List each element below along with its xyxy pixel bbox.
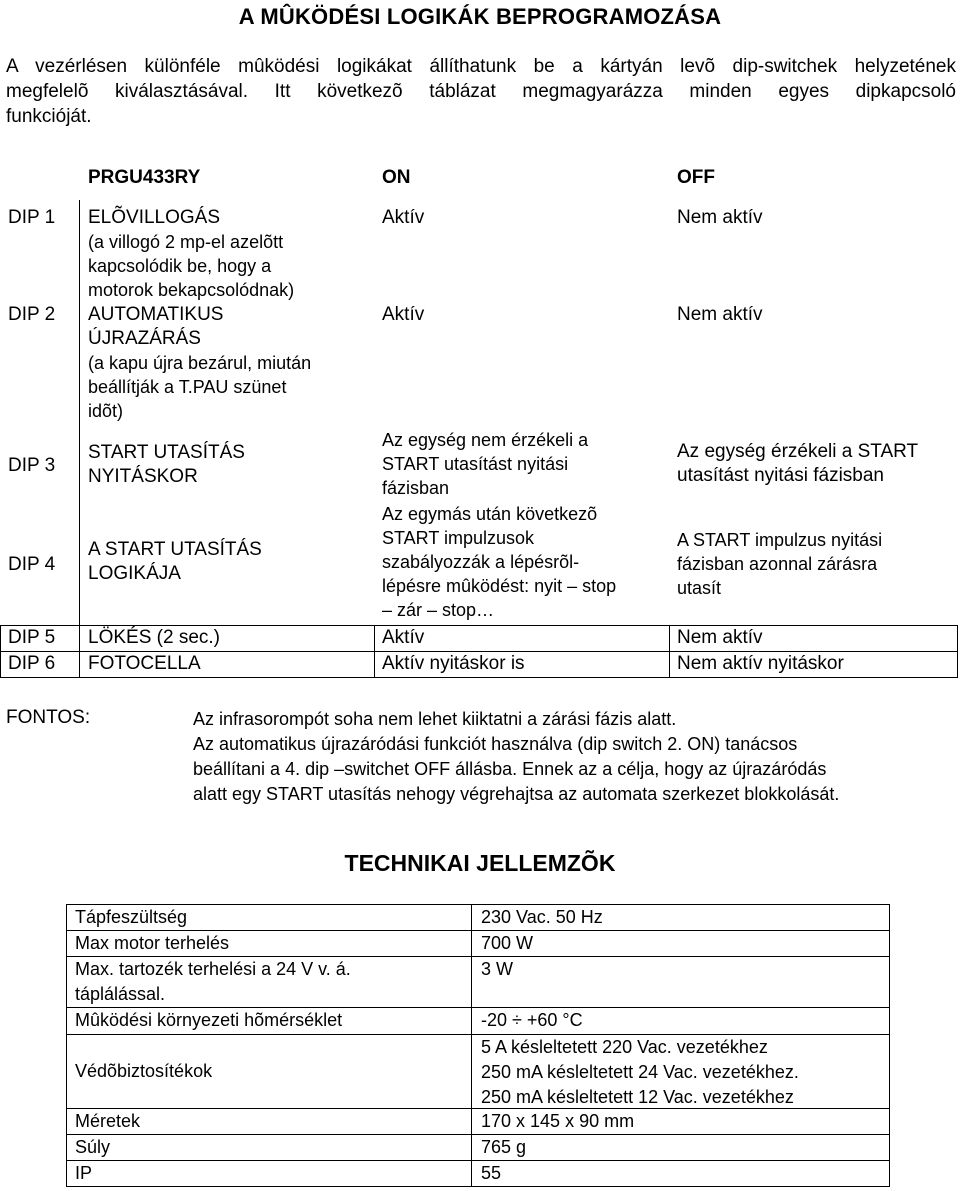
dip-label: DIP 2 [8,304,56,325]
function-line: START UTASÍTÁS [88,442,245,463]
tech-spec-table [66,904,890,1187]
on-line: szabályozzák a lépésrõl- [382,552,580,572]
spec-value: 55 [481,1163,502,1183]
on-line: Az egymás után következõ [382,504,598,524]
note-text [193,707,956,807]
table-border [79,200,80,678]
spec-value: -20 ÷ +60 °C [481,1010,583,1030]
intro-line: megfelelõ kiválasztásával. Itt következõ táblázat megmagyarázza minden egyes dipkapcsoló [6,81,956,102]
off-cell: Nem aktív nyitáskor [677,653,844,674]
function-cell [88,206,294,302]
table-border [957,625,958,678]
function-line: beállítják a T.PAU szünet [88,377,287,397]
function-line: (a kapu újra bezárul, miután [88,353,312,373]
table-border [0,625,1,678]
off-line: Az egység érzékeli a START [677,441,919,462]
off-cell: Nem aktív [677,304,763,325]
on-cell: Aktív nyitáskor is [382,653,525,674]
function-line: motorok bekapcsolódnak) [88,280,295,300]
table-border [0,677,958,678]
table-border [669,625,670,678]
off-line: A START impulzus nyitási [677,530,883,550]
intro-line: funkcióját. [6,106,92,127]
table-border [0,625,958,626]
off-line: utasít [677,578,722,598]
header-model: PRGU433RY [88,167,201,188]
function-line: NYITÁSKOR [88,466,198,487]
table-border [0,651,958,652]
note-label: FONTOS: [6,707,91,728]
table-border [471,1161,472,1186]
function-line: kapcsolódik be, hogy a [88,256,272,276]
intro-line: A vezérlésen különféle mûködési logikákat állíthatunk be a kártyán levõ dip-switchek helyzetének [6,56,956,77]
on-cell [382,502,660,622]
header-off: OFF [677,167,715,188]
table-border [471,1109,472,1134]
spec-label [75,957,351,1007]
header-on: ON [382,167,411,188]
table-border [471,1135,472,1160]
spec-label: Max motor terhelés [75,933,230,953]
spec-label: Mûködési környezeti hõmérséklet [75,1010,343,1030]
spec-label: Súly [75,1137,111,1157]
intro-paragraph [6,54,956,129]
off-line: utasítást nyitási fázisban [677,465,884,486]
table-border [471,931,472,956]
function-cell [88,303,311,423]
function-cell [88,538,262,586]
spec-value [481,1035,799,1110]
off-cell [677,528,882,600]
table-border [471,1035,472,1108]
dip-switch-table [0,160,958,678]
spec-value-line: 250 mA késleltetett 12 Vac. vezetékhez [481,1087,794,1107]
on-cell: Aktív [382,207,425,228]
table-row [66,904,890,930]
table-row [66,1007,890,1034]
table-row [66,956,890,1007]
spec-label: Tápfeszültség [75,907,188,927]
off-cell: Nem aktív [677,207,763,228]
function-line: idõt) [88,401,124,421]
on-line: lépésre mûködést: nyit – stop [382,576,617,596]
note-line: alatt egy START utasítás nehogy végrehajtsa az automata szerkezet blokkolását. [193,784,840,804]
dip-label: DIP 1 [8,207,56,228]
spec-value: 170 x 145 x 90 mm [481,1111,635,1131]
note-line: beállítani a 4. dip –switchet OFF állásba. Ennek az a célja, hogy az újrazáródás [193,759,827,779]
table-row [66,1034,890,1108]
spec-label-line: Max. tartozék terhelési a 24 V v. á. [75,959,351,979]
spec-value-line: 5 A késleltetett 220 Vac. vezetékhez [481,1037,768,1057]
function-title: ELÕVILLOGÁS [88,207,221,228]
spec-value: 700 W [481,933,534,953]
note-line: Az infrasorompót soha nem lehet kiiktatni a zárási fázis alatt. [193,709,677,729]
off-line: fázisban azonnal zárásra [677,554,878,574]
dip-label: DIP 4 [8,554,56,575]
spec-label-line: táplálással. [75,984,166,1004]
table-row [66,930,890,956]
table-border [471,905,472,930]
spec-label: Védõbiztosítékok [75,1061,213,1081]
on-line: fázisban [382,478,450,498]
on-line: – zár – stop… [382,600,495,620]
note-line: Az automatikus újrazáródási funkciót használva (dip switch 2. ON) tanácsos [193,734,798,754]
spec-value: 3 W [481,959,514,979]
function-line: (a villogó 2 mp-el azelõtt [88,232,284,252]
dip-label: DIP 6 [8,653,56,674]
dip-label: DIP 5 [8,627,56,648]
table-row [66,1160,890,1187]
table-row [66,1134,890,1160]
function-title: AUTOMATIKUS [88,304,224,325]
on-line: Az egység nem érzékeli a [382,430,589,450]
table-row [66,1108,890,1134]
section-title: TECHNIKAI JELLEMZÕK [344,850,616,876]
off-cell [677,440,918,488]
on-line: START utasítást nyitási [382,454,569,474]
spec-label: Méretek [75,1111,141,1131]
function-cell: FOTOCELLA [88,653,201,674]
table-border [471,957,472,1007]
on-cell [382,428,588,500]
on-line: START impulzusok [382,528,535,548]
function-line: A START UTASÍTÁS [88,539,262,560]
dip-label: DIP 3 [8,455,56,476]
function-line: LOGIKÁJA [88,563,181,584]
function-cell [88,441,245,489]
off-cell: Nem aktív [677,627,763,648]
spec-value: 230 Vac. 50 Hz [481,907,603,927]
on-cell: Aktív [382,627,425,648]
spec-label: IP [75,1163,93,1183]
spec-value: 765 g [481,1137,527,1157]
table-border [374,625,375,678]
table-border [471,1008,472,1034]
page-title: A MÛKÖDÉSI LOGIKÁK BEPROGRAMOZÁSA [238,4,722,29]
spec-value-line: 250 mA késleltetett 24 Vac. vezetékhez. [481,1062,799,1082]
function-cell: LÖKÉS (2 sec.) [88,627,220,648]
on-cell: Aktív [382,304,425,325]
function-title: ÚJRAZÁRÁS [88,328,201,349]
